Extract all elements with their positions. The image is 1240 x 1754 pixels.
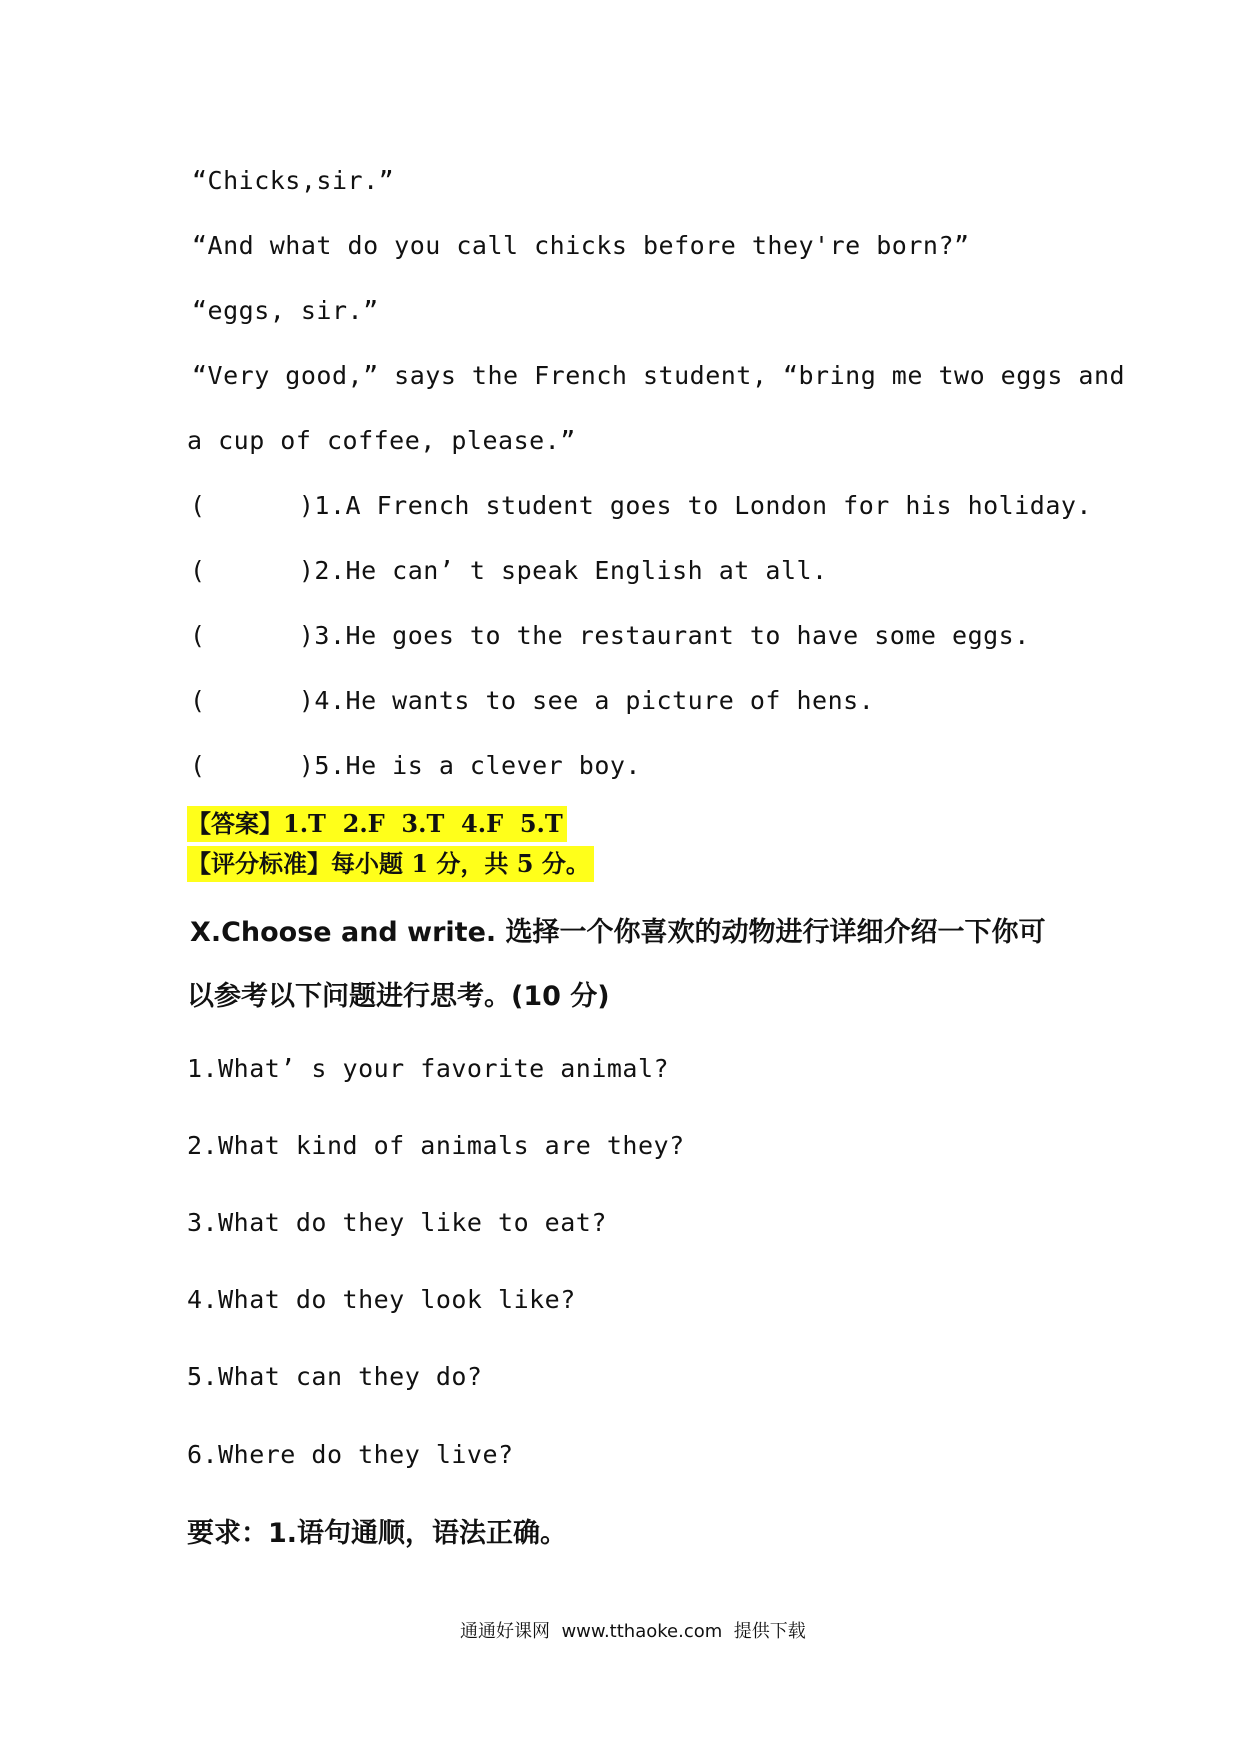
answer-key: 【答案】1.T 2.F 3.T 4.F 5.T	[187, 806, 567, 842]
guide-question: 2.What kind of animals are they?	[187, 1131, 685, 1160]
section-heading-cont: 以参考以下问题进行思考。(10 分)	[187, 981, 610, 1012]
statement-item: ( )5.He is a clever boy.	[190, 751, 641, 780]
statement-item: ( )2.He can’ t speak English at all.	[190, 556, 828, 585]
guide-question: 1.What’ s your favorite animal?	[187, 1054, 670, 1083]
statement-item: ( )4.He wants to see a picture of hens.	[190, 686, 875, 715]
dialogue-line: a cup of coffee, please.”	[187, 426, 576, 455]
page-footer: 通通好课网 www.tthaoke.com 提供下载	[460, 1621, 806, 1642]
guide-question: 4.What do they look like?	[187, 1285, 576, 1314]
dialogue-line: “eggs, sir.”	[192, 296, 379, 325]
scoring-criteria: 【评分标准】每小题 1 分，共 5 分。	[187, 846, 594, 882]
guide-question: 5.What can they do?	[187, 1362, 483, 1391]
statement-item: ( )3.He goes to the restaurant to have some eggs.	[190, 621, 1030, 650]
dialogue-line: “And what do you call chicks before they're born?”	[192, 231, 970, 260]
section-heading: Ⅹ.Choose and write. 选择一个你喜欢的动物进行详细介绍一下你可	[190, 917, 1046, 948]
dialogue-line: “Very good,” says the French student, “bring me two eggs and	[192, 361, 1126, 390]
statement-item: ( )1.A French student goes to London for his holiday.	[190, 491, 1092, 520]
guide-question: 3.What do they like to eat?	[187, 1208, 607, 1237]
requirement-text: 要求：1.语句通顺，语法正确。	[187, 1518, 568, 1549]
dialogue-line: “Chicks,sir.”	[192, 166, 395, 195]
guide-question: 6.Where do they live?	[187, 1440, 514, 1469]
